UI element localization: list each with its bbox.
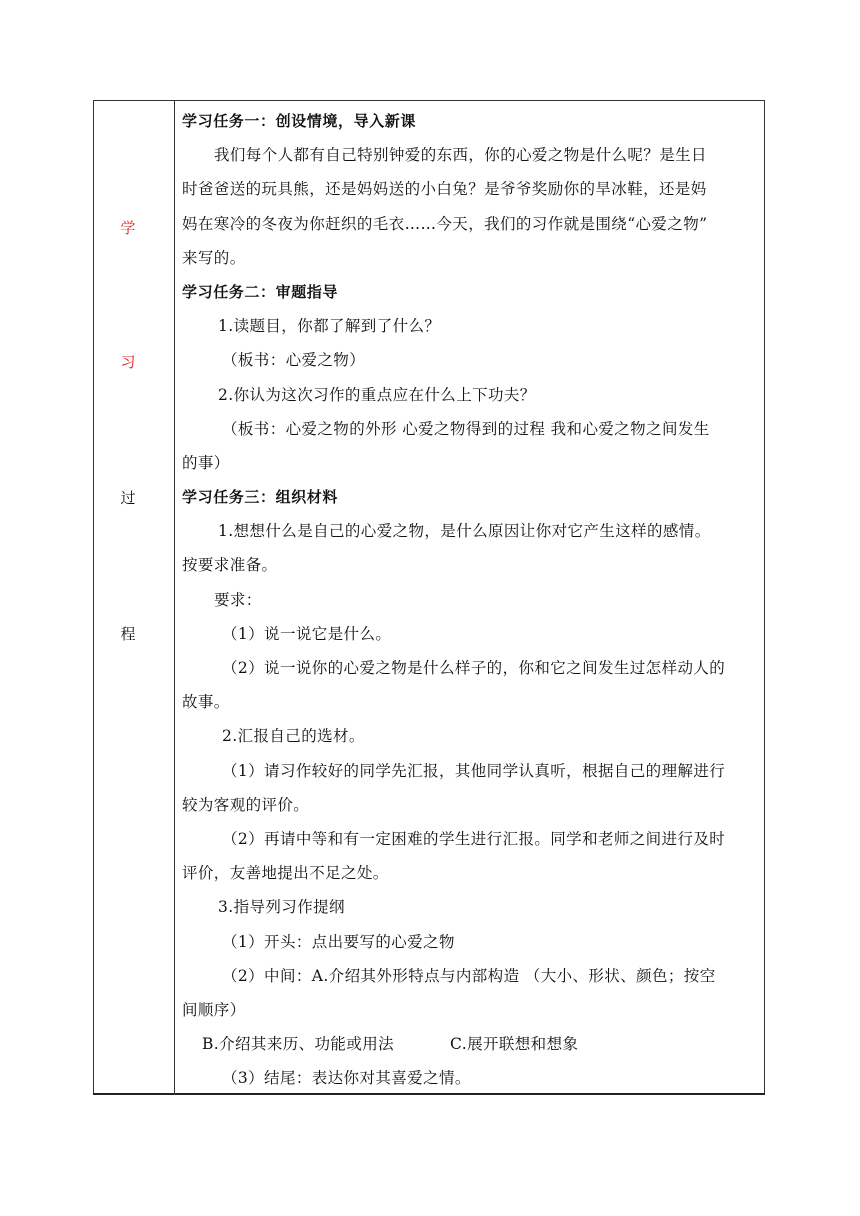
side-label-char-1: 学 <box>120 219 136 237</box>
task2-question-2: 2.你认为这次习作的重点应在什么上下功夫？ <box>218 385 536 404</box>
outline-middle-line-1: （2）中间：A.介绍其外形特点与内部构造 （大小、形状、颜色；按空 <box>222 966 716 985</box>
side-label-char-4: 程 <box>120 625 136 643</box>
outline-option-b: B.介绍其来历、功能或用法 <box>202 1035 395 1054</box>
lesson-content <box>182 104 760 1095</box>
task3-step-1-line-2: 按要求准备。 <box>182 556 278 575</box>
task3-step-2-2-line-1: （2）再请中等和有一定困难的学生进行汇报。同学和老师之间进行及时 <box>222 829 726 848</box>
task1-heading: 学习任务一：创设情境，导入新课 <box>182 112 417 130</box>
task1-para-line-4: 来写的。 <box>182 248 246 267</box>
task2-note-2-line-2: 的事） <box>182 453 230 472</box>
task1-para-line-1: 我们每个人都有自己特别钟爱的东西，你的心爱之物是什么呢？是生日 <box>214 146 707 165</box>
task3-requirement-1: （1）说一说它是什么。 <box>222 624 392 643</box>
outline-opening: （1）开头：点出要写的心爱之物 <box>222 932 455 951</box>
task3-step-2-1-line-1: （1）请习作较好的同学先汇报，其他同学认真听，根据自己的理解进行 <box>222 761 726 780</box>
task3-step-2: 2.汇报自己的选材。 <box>222 727 365 746</box>
task2-note-1: （板书：心爱之物） <box>222 351 366 370</box>
column-divider <box>174 100 175 1095</box>
side-label-char-2: 习 <box>120 353 136 371</box>
task3-heading: 学习任务三：组织材料 <box>182 488 339 507</box>
task1-para-line-3: 妈在寒冷的冬夜为你赶织的毛衣……今天，我们的习作就是围绕“心爱之物” <box>182 214 708 233</box>
outline-middle-options <box>182 1027 760 1061</box>
task3-requirement-label: 要求： <box>214 590 262 609</box>
task3-step-2-1-line-2: 较为客观的评价。 <box>182 795 310 814</box>
task3-step-2-2-line-2: 评价，友善地提出不足之处。 <box>182 864 389 883</box>
outline-option-c: C.展开联想和想象 <box>450 1035 579 1054</box>
task3-requirement-2-line-1: （2）说一说你的心爱之物是什么样子的，你和它之间发生过怎样动人的 <box>222 659 726 677</box>
task3-step-1-line-1: 1.想想什么是自己的心爱之物，是什么原因让你对它产生这样的感情。 <box>218 522 711 541</box>
task2-heading: 学习任务二：审题指导 <box>182 282 339 301</box>
outline-ending: （3）结尾：表达你对其喜爱之情。 <box>222 1069 471 1088</box>
side-label-char-3: 过 <box>120 489 136 507</box>
task2-note-2-line-1: （板书：心爱之物的外形 心爱之物得到的过程 我和心爱之物之间发生 <box>222 419 710 438</box>
task3-step-3: 3.指导列习作提纲 <box>218 898 345 917</box>
outline-middle-line-2: 间顺序） <box>182 1000 246 1019</box>
task1-para-line-2: 时爸爸送的玩具熊，还是妈妈送的小白兔？是爷爷奖励你的旱冰鞋，还是妈 <box>182 180 707 199</box>
task2-question-1: 1.读题目，你都了解到了什么？ <box>218 317 441 336</box>
task3-requirement-2-line-2: 故事。 <box>182 693 230 712</box>
